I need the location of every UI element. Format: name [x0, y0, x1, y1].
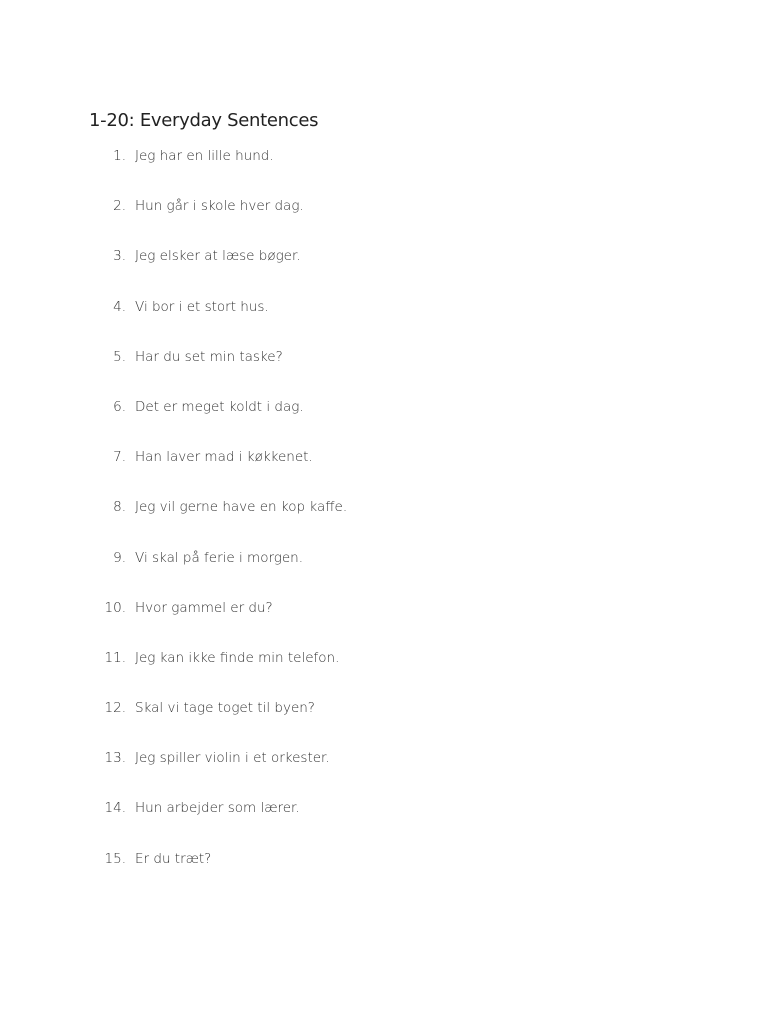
item-number: 3.	[113, 248, 126, 265]
item-number: 6.	[113, 398, 126, 415]
list-item	[0, 449, 600, 499]
item-text: Det er meget koldt i dag.	[135, 398, 304, 415]
item-number: 9.	[113, 549, 126, 566]
item-number: 7.	[113, 449, 126, 466]
list-item	[0, 851, 600, 901]
item-number: 2.	[113, 198, 126, 215]
list-item	[0, 750, 600, 800]
list-item	[0, 650, 600, 700]
list-item	[0, 550, 600, 600]
page-title: 1-20: Everyday Sentences	[89, 110, 319, 131]
item-number: 1.	[113, 148, 126, 164]
item-text: Vi bor i et stort hus.	[135, 298, 269, 315]
item-number: 13.	[104, 750, 126, 767]
list-item	[0, 600, 600, 650]
item-text: Jeg spiller violin i et orkester.	[135, 750, 330, 767]
list-item	[0, 700, 600, 750]
list-item	[0, 148, 600, 198]
item-text: Har du set min taske?	[135, 348, 283, 365]
item-text: Jeg har en lille hund.	[135, 148, 274, 164]
list-item	[0, 499, 600, 549]
item-number: 5.	[113, 348, 126, 365]
item-number: 14.	[104, 800, 126, 817]
item-number: 15.	[104, 850, 126, 867]
list-item	[0, 399, 600, 449]
item-text: Vi skal på ferie i morgen.	[135, 549, 304, 566]
item-number: 12.	[104, 700, 126, 717]
list-item	[0, 248, 600, 298]
item-number: 10.	[104, 599, 126, 616]
item-number: 11.	[104, 649, 126, 666]
item-text: Hun arbejder som lærer.	[135, 800, 300, 817]
item-number: 8.	[113, 499, 126, 516]
item-text: Han laver mad i køkkenet.	[135, 449, 313, 466]
list-item	[0, 800, 600, 850]
item-text: Jeg kan ikke finde min telefon.	[135, 649, 340, 666]
item-text: Hvor gammel er du?	[135, 599, 273, 616]
item-text: Hun går i skole hver dag.	[135, 198, 304, 215]
item-text: Er du træt?	[135, 850, 212, 867]
sentence-list	[0, 148, 600, 901]
item-text: Skal vi tage toget til byen?	[135, 700, 315, 717]
item-text: Jeg vil gerne have en kop kaffe.	[135, 499, 348, 516]
item-text: Jeg elsker at læse bøger.	[135, 248, 301, 265]
list-item	[0, 198, 600, 248]
list-item	[0, 299, 600, 349]
list-item	[0, 349, 600, 399]
item-number: 4.	[113, 298, 126, 315]
